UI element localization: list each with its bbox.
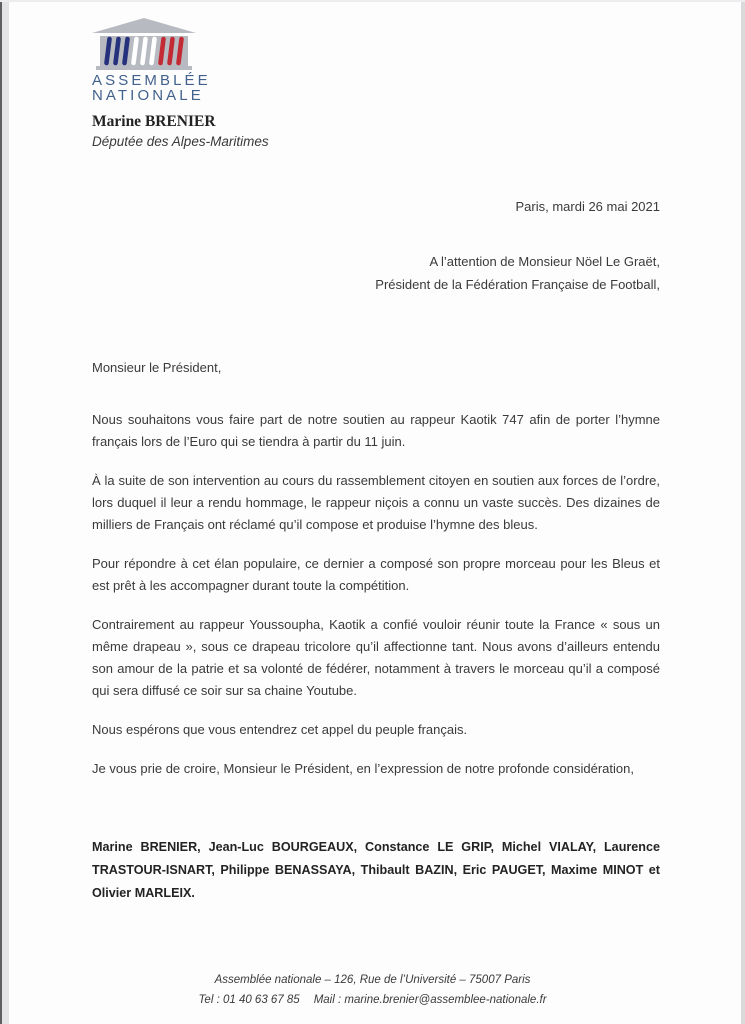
signatories: Marine BRENIER, Jean-Luc BOURGEAUX, Constance LE GRIP, Michel VIALAY, Laurence TRASTOUR-ISNART, Philippe BENASSAYA, Thibault BAZIN, Eric PAUGET, Maxime MINOT et Olivier MARLEIX.	[92, 840, 660, 900]
sender-name: Marine BRENIER	[92, 113, 216, 130]
footer-contact	[0, 990, 745, 1010]
recipient-line1: A l’attention de Monsieur Nöel Le Graët,	[429, 254, 660, 269]
recipient-line2: Président de la Fédération Française de Football,	[375, 277, 660, 292]
salutation: Monsieur le Président,	[92, 360, 222, 375]
footer-address: Assemblée nationale – 126, Rue de l’Université – 75007 Paris	[214, 974, 531, 986]
scan-edge-right	[741, 0, 745, 1024]
paragraph-4: Contrairement au rappeur Youssoupha, Kaotik a confié vouloir réunir toute la France « sous un même drapeau », sous ce drapeau tricolore qu’il affectionne tant. Nous avons d’ailleurs entendu son amour de la patrie et sa volonté de fédérer, notamment à travers le morceau qu’il a composé qui sera diffusé ce soir sur sa chaine Youtube.	[92, 617, 660, 698]
assemblee-nationale-logo	[92, 18, 211, 104]
paragraph-3: Pour répondre à cet élan populaire, ce dernier a composé son propre morceau pour les Bleus et est prêt à les accompagner durant toute la compétition.	[92, 556, 660, 593]
dateline: Paris, mardi 26 mai 2021	[515, 199, 660, 214]
paragraph-1: Nous souhaitons vous faire part de notre soutien au rappeur Kaotik 747 afin de porter l’hymne français lors de l’Euro qui se tiendra à partir du 11 juin.	[92, 412, 660, 449]
paragraph-2: À la suite de son intervention au cours du rassemblement citoyen en soutien aux forces de l’ordre, lors duquel il leur a rendu hommage, le rappeur niçois a connu un vaste succès. Des dizaines de milliers de Français ont réclamé qu’il compose et produise l’hymne des bleus.	[92, 473, 660, 532]
sender-title: Députée des Alpes-Maritimes	[92, 134, 269, 149]
logo-text-line2: NATIONALE	[92, 87, 204, 104]
letterhead	[92, 18, 745, 149]
logo-wordmark	[92, 72, 211, 104]
closing-line-2: Je vous prie de croire, Monsieur le Président, en l’expression de notre profonde considération,	[92, 761, 634, 776]
recipient-block	[0, 250, 660, 296]
letter-body	[92, 360, 660, 905]
closing-line-1: Nous espérons que vous entendrez cet appel du peuple français.	[92, 722, 468, 737]
scan-edge-top	[0, 0, 745, 2]
logo-text-line1: ASSEMBLÉE	[92, 72, 211, 89]
footer	[0, 970, 745, 1010]
footer-email: Mail : marine.brenier@assemblee-nationale.fr	[313, 994, 547, 1006]
pediment-columns-icon	[92, 18, 196, 70]
scan-edge-left-light	[2, 0, 9, 1024]
footer-telephone: Tel : 01 40 63 67 85	[198, 994, 300, 1006]
